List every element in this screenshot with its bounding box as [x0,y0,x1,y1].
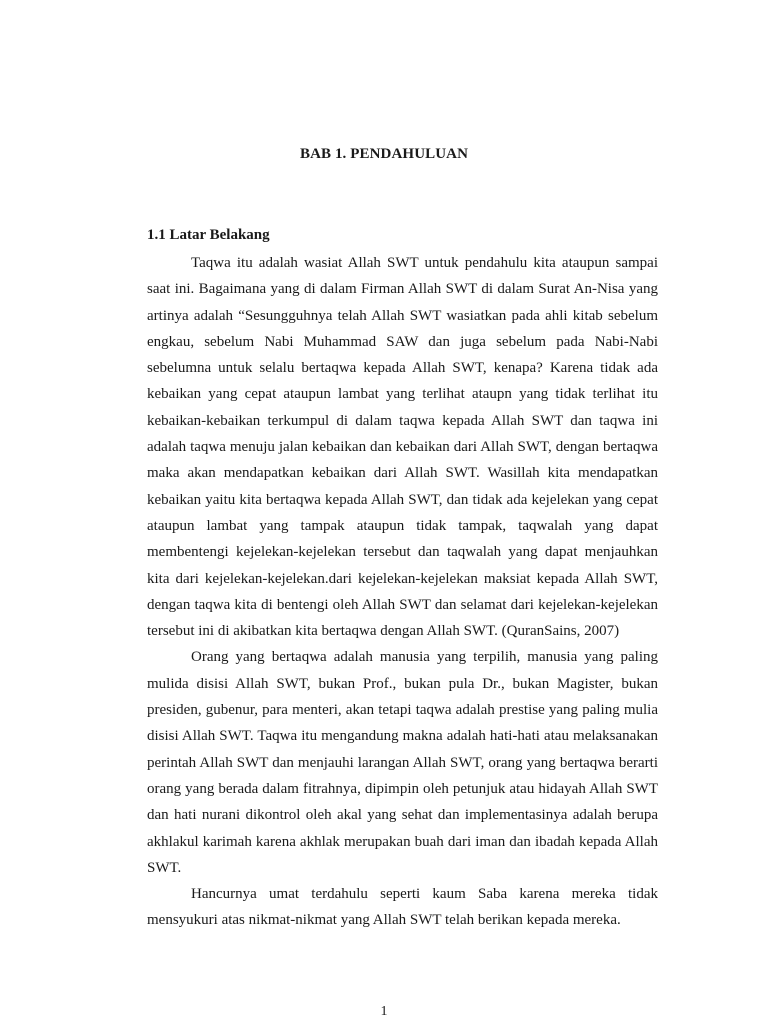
page-number: 1 [380,1004,388,1019]
chapter-title: BAB 1. PENDAHULUAN [299,146,469,162]
section-heading: 1.1 Latar Belakang [147,227,270,243]
paragraph-taqwa-wasiat: Taqwa itu adalah wasiat Allah SWT untuk pendahulu kita ataupun sampai saat ini. Bagaimana yang di dalam Firman Allah SWT di dalam Surat An-Nisa yang artinya adalah “Sesungguhnya telah Allah SWT wasiatkan pada ahli kitab sebelum engkau, sebelum Nabi Muhammad SAW dan juga sebelum pada Nabi-Nabi sebelumna untuk selalu bertaqwa kepada Allah SWT, kenapa? Karena tidak ada kebaikan yang cepat ataupun lambat yang terlihat ataupn yang tidak terlihat itu kebaikan-kebaikan terkumpul di dalam taqwa kepada Allah SWT dan taqwa ini adalah taqwa menuju jalan kebaikan dan kebaikan dari Allah SWT, dengan bertaqwa maka akan mendapatkan kebaikan dari Allah SWT. Wasillah kita mendapatkan kebaikan yaitu kita bertaqwa kepada Allah SWT, dan tidak ada kejelekan yang cepat ataupun lambat yang tampak ataupun tidak tampak, taqwalah yang dapat membentengi kejelekan-kejelekan tersebut dan taqwalah yang dapat menjauhkan kita dari kejelekan-kejelekan.dari kejelekan-kejelekan maksiat kepada Allah SWT, dengan taqwa kita di bentengi oleh Allah SWT dan selamat dari kejelekan-kejelekan tersebut ini di akibatkan kita bertaqwa dengan Allah SWT. (QuranSains, 2007) [147,255,658,640]
body-text [147,250,658,934]
paragraph-umat-terdahulu: Hancurnya umat terdahulu seperti kaum Saba karena mereka tidak mensyukuri atas nikmat-nikmat yang Allah SWT telah berikan kepada mereka. [147,886,658,929]
paragraph-orang-bertaqwa: Orang yang bertaqwa adalah manusia yang terpilih, manusia yang paling mulida disisi Allah SWT, bukan Prof., bukan pula Dr., bukan Magister, bukan presiden, gubenur, para menteri, akan tetapi taqwa adalah prestise yang paling mulia disisi Allah SWT. Taqwa itu mengandung makna adalah hati-hati atau melaksanakan perintah Allah SWT dan menjauhi larangan Allah SWT, orang yang bertaqwa berarti orang yang berada dalam fitrahnya, dipimpin oleh petunjuk atau hidayah Allah SWT dan hati nurani dikontrol oleh akal yang sehat dan implementasinya adalah berupa akhlakul karimah karena akhlak merupakan buah dari iman dan ibadah kepada Allah SWT. [147,649,658,876]
